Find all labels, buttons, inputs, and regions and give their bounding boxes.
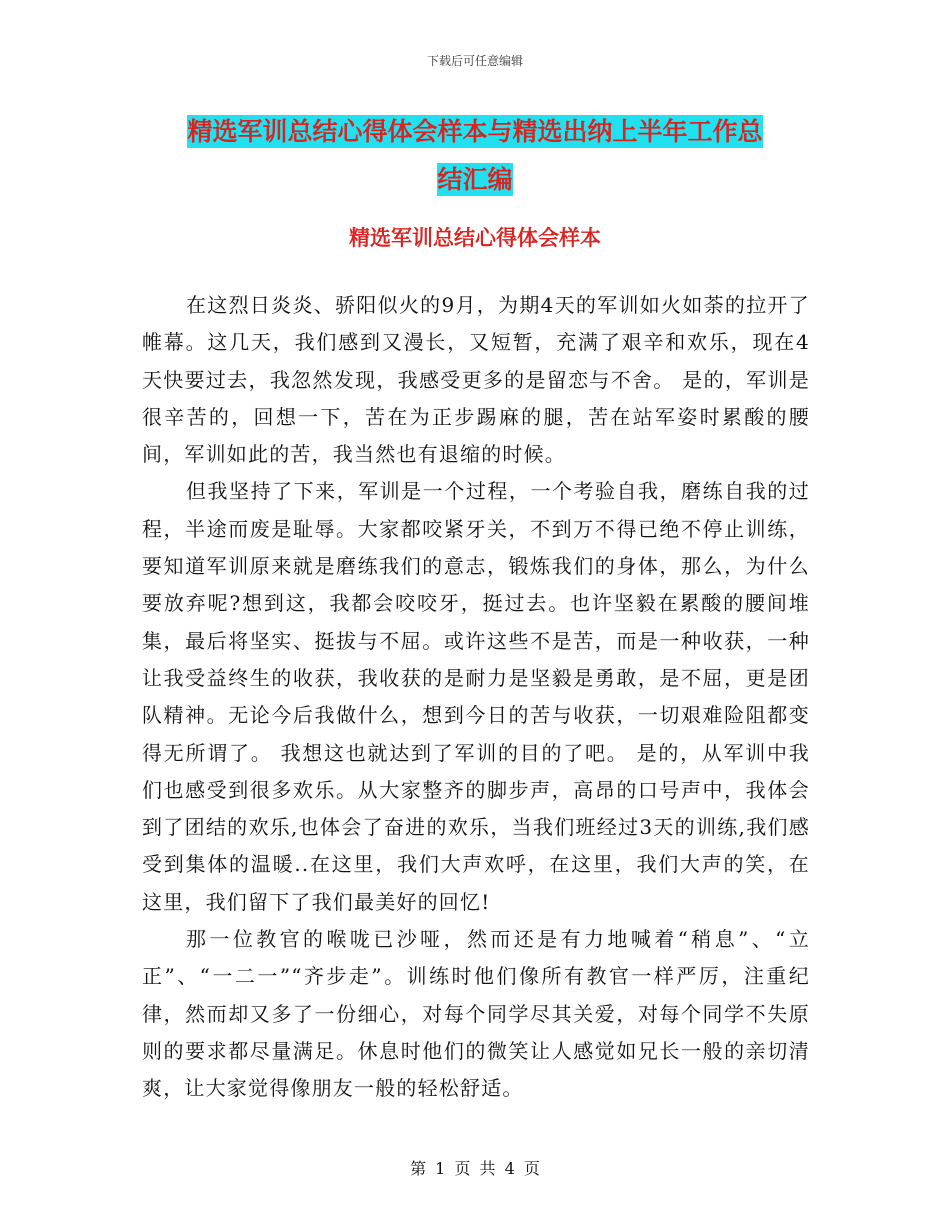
body-text [142, 287, 810, 1108]
header-note: 下载后可任意编辑 [426, 54, 523, 68]
paragraph-3: 那一位教官的喉咙已沙哑，然而还是有力地喊着“稍息”、“立正”、“一二一”“齐步走”。训练时他们像所有教官一样严厉，注重纪律，然而却又多了一份细心，对每个同学尽其关爱，对每个同学不失原则的要求都尽量满足。休息时他们的微笑让人感觉如兄长一般的亲切清爽，让大家觉得像朋友一般的轻松舒适。 [142, 927, 810, 1101]
page-footer: 第 1 页 共 4 页 [410, 1159, 540, 1178]
section-title: 精选军训总结心得体会样本 [349, 226, 601, 250]
title-line-2: 结汇编 [437, 165, 513, 194]
paragraph-1: 在这烈日炎炎、骄阳似火的9月，为期4天的军训如火如荼的拉开了帷幕。这几天，我们感到又漫长，又短暂，充满了艰辛和欢乐，现在4天快要过去，我忽然发现，我感受更多的是留恋与不舍。 是的，军训是很辛苦的，回想一下，苦在为正步踢麻的腿，苦在站军姿时累酸的腰间，军训如此的苦，我当然也有退缩的时候。 [142, 293, 810, 467]
document-title [150, 108, 800, 204]
paragraph-2: 但我坚持了下来，军训是一个过程，一个考验自我，磨练自我的过程，半途而废是耻辱。大家都咬紧牙关，不到万不得已绝不停止训练，要知道军训原来就是磨练我们的意志，锻炼我们的身体，那么，为什么要放弃呢?想到这，我都会咬咬牙，挺过去。也许坚毅在累酸的腰间堆集，最后将坚实、挺拔与不屈。或许这些不是苦，而是一种收获，一种让我受益终生的收获，我收获的是耐力是坚毅是勇敢，是不屈，更是团队精神。无论今后我做什么，想到今日的苦与收获，一切艰难险阻都变得无所谓了。 我想这也就达到了军训的目的了吧。 是的，从军训中我们也感受到很多欢乐。从大家整齐的脚步声，高昂的口号声中，我体会到了团结的欢乐,也体会了奋进的欢乐，当我们班经过3天的训练,我们感受到集体的温暖..在这里，我们大声欢呼，在这里，我们大声的笑，在这里，我们留下了我们最美好的回忆! [142, 479, 810, 914]
title-line-1: 精选军训总结心得体会样本与精选出纳上半年工作总 [187, 117, 763, 146]
